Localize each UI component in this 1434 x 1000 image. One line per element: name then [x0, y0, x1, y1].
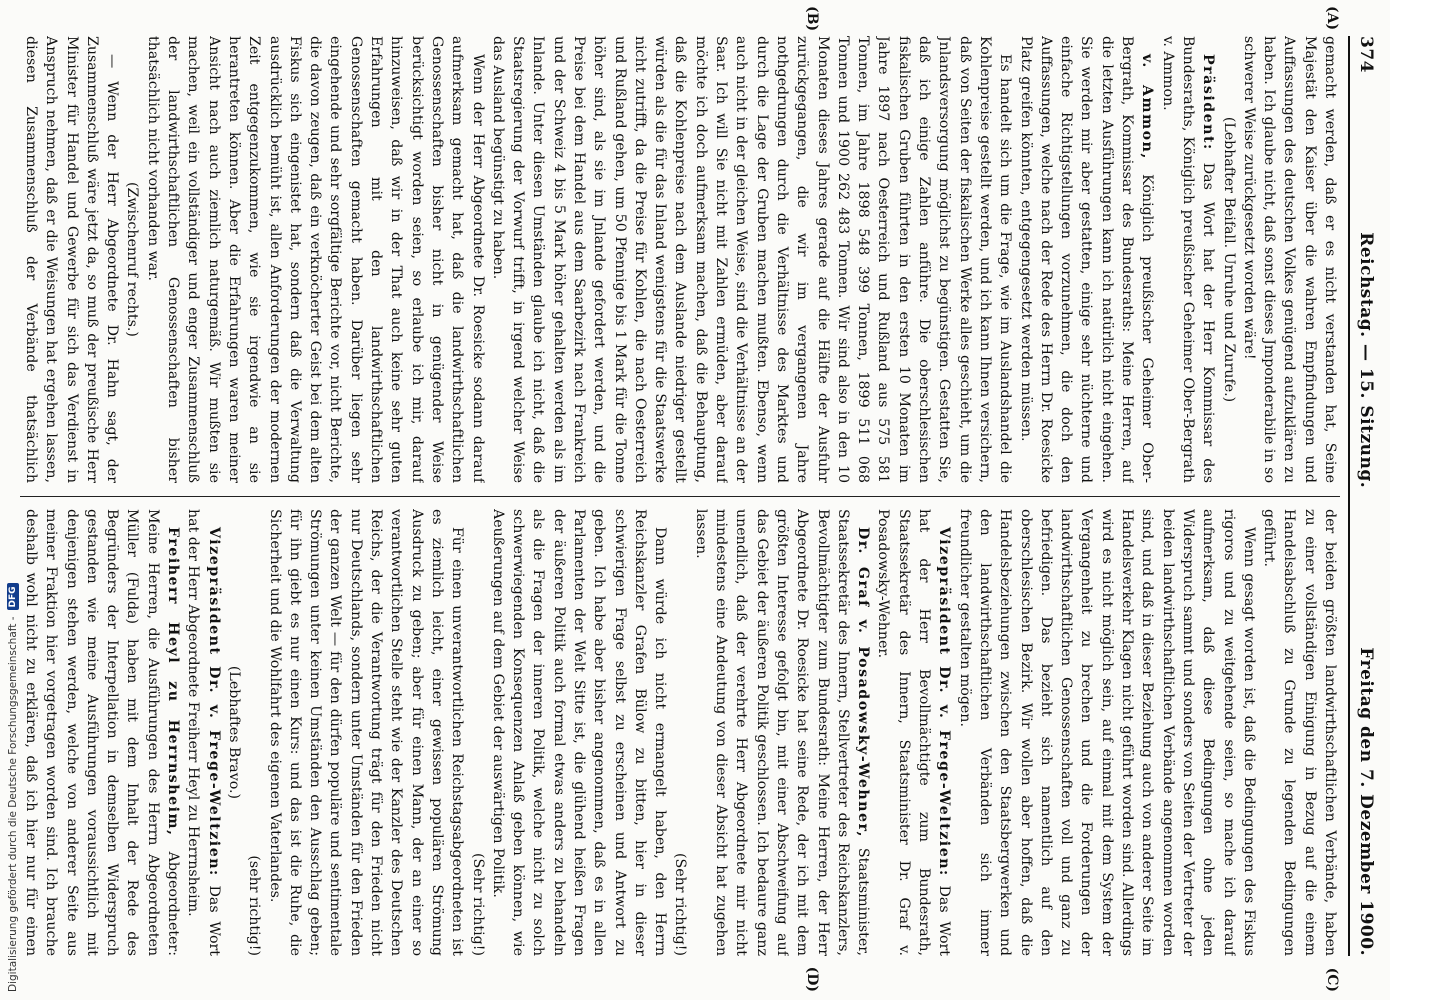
paragraph-text: Es handelt sich um die Frage, wie im Auslandshandel die Kohlenpreise gestellt werden, und ich kann Ihnen versichern, daß von Seiten der fiskalischen Werke alles geschieht, um die Jnlandsversorgung möglichst zu begünstigen. Gestatten Sie, daß ich einige Zahlen anführe. Die oberschlesischen fiskalischen Gruben führten in den ersten 10 Monaten im Jahre 1897 nach Oesterreich und Rußland aus 575 581 Tonnen, im Jahre 1898 548 399 Tonnen, 1899 511 068 Tonnen und 1900 262 483 Tonnen. Wir sind also in den 10 Monaten dieses Jahres gerade auf die Hälfte der Ausfuhr zurückgegangen, die wir im vergangenen Jahre nothgedrungen durch die Verhältnisse des Marktes und durch die Lage der Gruben machen mußten. Ebenso, wenn auch nicht in der gleichen Weise, sind die Verhältnisse an der Saar. Ich will Sie nicht mit Zahlen ermüden, aber darauf möchte ich doch aufmerksam machen, daß die Behauptung, daß die Kohlenpreise nach dem Auslande niedriger gestellt würden als die für das Inland wenigstens für die Staatswerke nicht zutrifft, da die Preise für Kohlen, die nach Oesterreich und Rußland gehen, um 50 Pfennige bis 1 Mark für die Tonne höher sind, als sie im Jnlande gefordert werden, und die Preise bei dem Handel aus dem Saarbezirk nach Frankreich und der Schweiz 4 bis 5 Mark höher gehalten werden als im Inlande. Unter diesen Umständen glaube ich nicht, daß die Staatsregierung der Vorwurf trifft, in irgend welcher Weise das Ausland begünstigt zu haben. — [489, 36, 1014, 483]
paragraph — [122, 36, 142, 483]
paragraph — [1239, 36, 1340, 483]
paragraph-text: (Sehr richtig!) — [672, 852, 689, 956]
paragraph — [488, 509, 671, 956]
paragraph — [264, 509, 467, 956]
paragraph — [1015, 36, 1157, 483]
right-column — [20, 509, 1340, 956]
paragraph-text: Für einen unverantwortlichen Reichstagsabgeordneten ist es ziemlich leicht, einer gewissen populären Strömung Ausdruck zu geben; aber für einen Mann, der an einer so verantwortlichen Stelle steht wie der Kanzler des Deutschen Reichs, der die Verantwortung trägt für den Frieden nicht nur Deutschlands, sondern unter Umständen für den Frieden der ganzen Welt — für den dürfen populäre und sentimentale Strömungen unter keinen Umständen den Ausschlag geben; für ihn giebt es nur einen Kurs: und das ist die Ruhe, die Sicherheit und die Wohlfahrt des eigenen Vaterlandes. — [266, 509, 466, 956]
paragraph-text: Das Wort hat der Herr Abgeordnete Freiherr Heyl zu Herrnsheim. — [185, 509, 222, 956]
paragraph-text: Dann würde ich nicht ermangelt haben, den Herrn Reichskanzler Grafen Bülow zu bitten, hier in dieser schwierigen Frage selbst zu erscheinen und Antwort zu geben. Ich habe aber bisher angenommen, daß es in allen Parlamenten der Welt Sitte ist, die glühend heißen Fragen der äußeren Politik auch formal etwas anders zu behandeln als die Fragen der inneren Politik, welche nicht zu solch schwerwiegenden Konsequenzen Anlaß geben können, wie Aeußerungen auf dem Gebiet der auswärtigen Politik. — [489, 509, 669, 956]
paragraph-text: Staatsminister, Staatssekretär des Innern, Stellvertreter des Reichskanzlers, Bevollmächtigter zum Bundesrath: Meine Herren, der Herr Abgeordnete Dr. Roesicke hat seine Rede, der ich mit dem größten Interesse gefolgt bin, mit einer Abschweifung auf das Gebiet der äußeren Politik geschlossen. Ich bedaure ganz unendlich, daß der verehrte Herr Abgeordnete mir nicht mindestens eine Andeutung von dieser Absicht hat zugehen lassen. — [692, 509, 872, 956]
page-number: 374 — [1356, 36, 1376, 73]
paragraph — [183, 509, 224, 956]
paragraph-text: (Sehr richtig!) — [469, 852, 486, 956]
paragraph — [488, 36, 1016, 483]
paragraph — [224, 509, 244, 956]
speaker-name: Vizepräsident Dr. v. Frege-Weltzien: — [205, 527, 222, 877]
paragraph — [244, 509, 264, 956]
paragraph — [954, 509, 1258, 956]
dfg-logo: DFG — [7, 583, 19, 610]
paragraph — [670, 509, 690, 956]
paragraph-text: Das Wort hat der Herr Kommissar des Bundesraths, Königlich preußischer Geheimer Ober-Bergrath v. Ammon. — [1159, 36, 1217, 483]
page-title: Reichstag. — 15. Sitzung. — [1356, 232, 1376, 489]
paragraph — [20, 509, 183, 956]
margin-marker-a: (A) — [1324, 6, 1340, 31]
paragraph-text: — Wenn der Herr Abgeordnete Dr. Hahn sagt, der Zusammenschluß wäre jetzt da, so muß der preußische Herr Minister für Handel und Gewerbe für sich das Verdienst in Anspruch nehmen, daß er die Weisungen hat ergehen lassen, diesen Zusammenschluß der Verbände thatsächlich — [23, 36, 121, 483]
paragraph-text: Königlich preußischer Geheimer Ober-Bergrath, Kommissar des Bundesraths: Meine Herren, auf die letzten Ausführungen kann ich natürlich nicht eingehen. Sie werden mir aber gestatten, einige sehr nüchterne und einfache Richtigstellungen vorzunehmen, die doch den Auffassungen, welche nach der Rede des Herrn Dr. Roesicke Platz greifen könnten, entgegengesetzt werden müssen. — [1017, 36, 1156, 483]
paragraph — [20, 36, 122, 483]
paragraph-text: gemacht werden, daß er es nicht verstanden hat, Seine Majestät den Kaiser über die wahren Empfindungen und Auffassungen des deutschen Volkes genügend aufzuklären zu haben. Ich glaube nicht, daß sonst dieses Jmponderabile in so schwerer Weise zurückgesetzt worden wäre! — [1240, 36, 1338, 483]
paragraph — [873, 509, 954, 956]
paragraph — [1157, 36, 1218, 483]
paragraph-text: Das Wort hat der Herr Bevollmächtigte zum Bundesrath, Staatssekretär des Innern, Staatsminister Dr. Graf v. Posadowsky-Wehner. — [875, 509, 953, 956]
digitization-credit — [4, 0, 22, 1000]
paragraph-text: Abgeordneter: Meine Herren, die Ausführungen des Herrn Abgeordneten Müller (Fulda) haben mit dem Inhalt der Rede des Begründers der Interpellation in demselben Widerspruch gestanden wie meine Ausführungen voraussichtlich mit denjenigen stehen werden, welche von anderer Seite aus meiner Fraktion hier vorgetragen worden sind. Ich brauche deshalb wohl nicht zu erklären, daß ich hier nur für einen — [23, 509, 182, 956]
paragraph-text: Wenn der Herr Abgeordnete Dr. Roesicke sodann darauf aufmerksam gemacht hat, daß die landwirthschaftlichen Genossenschaften bisher nicht in genügender Weise berücksichtigt worden seien, so erlaube ich mir, darauf hinzuweisen, daß wir in der That auch keine sehr guten Erfahrungen mit den landwirthschaftlichen Genossenschaften gemacht haben. Darüber liegen sehr eingehende und sehr sorgfältige Berichte vor, nicht Berichte, die davon zeugen, daß ein verknöcherter Geist bei dem alten Fiskus sich eingenistet hat, sondern daß die Verwaltung ausdrücklich bemüht ist, allen Anforderungen der modernen Zeit entgegenzukommen, wie sie irgendwie an sie herantreten können. Aber die Erfahrungen waren meiner Ansicht nach auch ziemlich naturgemäß. Wir mußten sie machen, weil ein vollständiger und enger Zusammenschluß der landwirthschaftlichen Genossenschaften bisher thatsächlich nicht vorhanden war. — [144, 36, 486, 483]
speaker-name: Dr. Graf v. Posadowsky-Wehner, — [855, 527, 872, 838]
speaker-name: v. Ammon, — [1139, 54, 1156, 160]
paragraph-text: (Lebhaftes Bravo.) — [225, 665, 242, 800]
margin-marker-d: (D) — [804, 966, 820, 992]
paragraph — [691, 509, 874, 956]
speaker-name: Vizepräsident Dr. v. Frege-Weltzien: — [936, 527, 953, 877]
left-column — [20, 36, 1340, 483]
margin-marker-c: (C) — [1324, 967, 1340, 992]
column-divider — [20, 496, 1340, 497]
paragraph-text: Wenn gesagt worden ist, daß die Bedingungen des Fiskus rigoros und zu weitgehende seien, so mache ich darauf aufmerksam, daß diese Bedingungen ohne jeden Widerspruch sammt und sonders von Seiten der Vertreter der beiden landwirthschaftlichen Verbände angenommen worden sind, und daß in dieser Beziehung auch von anderer Seite im Handelsverkehr Klagen nicht geführt worden sind. Allerdings wird es nicht möglich sein, auf einmal mit dem System der Vergangenheit zu brechen und die Forderungen der landwirthschaftlichen Genossenschaften voll und ganz zu befriedigen. Das bezieht sich namentlich auf den oberschlesischen Bezirk. Wir wollen aber hoffen, daß die Handelsbeziehungen zwischen den Staatsbergwerken und den landwirthschaftlichen Verbänden sich immer freundlicher gestalten mögen. — [956, 509, 1257, 956]
speaker-name: Präsident: — [1200, 54, 1217, 151]
page-date: Freitag den 7. Dezember 1900. — [1356, 647, 1376, 956]
paragraph — [1259, 509, 1340, 956]
paragraph — [1218, 36, 1238, 483]
text-columns — [20, 6, 1340, 992]
paragraph-text: (Zwischenruf rechts.) — [124, 182, 141, 337]
credit-text: Digitalisierung gefördert durch die Deutsche Forschungsgemeinschaft - — [7, 616, 19, 992]
paragraph-text: (sehr richtig!) — [246, 855, 263, 956]
page-header — [1348, 36, 1376, 956]
margin-marker-b: (B) — [804, 6, 820, 32]
speaker-name: Freiherr Heyl zu Herrnsheim, — [165, 527, 182, 837]
paragraph-text: (Lebhafter Beifall. Unruhe und Zurufe.) — [1220, 116, 1237, 403]
paragraph — [467, 509, 487, 956]
paragraph-text: der beiden größten landwirthschaftlichen Verbände, haben zu einer vollständigen Einigung in Bezug auf die einem Handelsabschluß zu Grunde zu legenden Bedingungen geführt. — [1261, 509, 1338, 956]
paragraph — [142, 36, 487, 483]
